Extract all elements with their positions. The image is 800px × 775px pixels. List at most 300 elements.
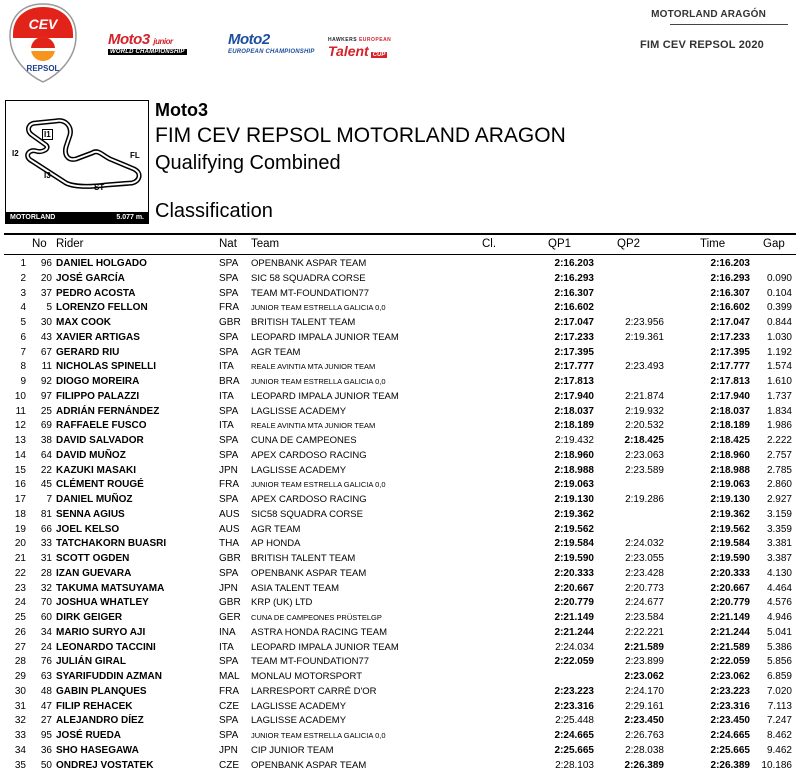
- row-number: 22: [40, 464, 52, 476]
- row-team: CUNA DE CAMPEONES: [251, 435, 357, 446]
- col-qp1: QP1: [548, 238, 572, 250]
- table-row: [0, 567, 800, 582]
- row-team: REALE AVINTIA MTA JUNIOR TEAM: [251, 362, 376, 372]
- row-number: 7: [46, 494, 52, 505]
- table-row: [0, 272, 800, 287]
- row-position: 14: [14, 449, 26, 461]
- row-position: 2: [20, 272, 26, 284]
- table-row: [0, 552, 800, 567]
- row-nat: GBR: [219, 553, 241, 564]
- row-number: 64: [40, 449, 52, 461]
- row-number: 48: [40, 685, 52, 697]
- row-qp1: 2:20.667: [554, 582, 594, 594]
- row-qp2: 2:18.425: [624, 435, 664, 446]
- row-rider: ONDREJ VOSTATEK: [56, 759, 154, 771]
- table-header: [0, 236, 800, 254]
- row-rider: GERARD RIU: [56, 346, 120, 358]
- row-gap: 10.186: [761, 759, 792, 771]
- row-position: 24: [14, 597, 26, 609]
- row-gap: 7.113: [767, 700, 792, 712]
- badge-text: CEV: [28, 16, 58, 32]
- row-number: 30: [40, 317, 52, 328]
- row-qp1: 2:19.562: [554, 523, 594, 535]
- row-rider: DIRK GEIGER: [56, 612, 123, 623]
- row-team: CUNA DE CAMPEONES PRÜSTELGP: [251, 613, 382, 622]
- row-rider: JOSÉ GARCÍA: [56, 272, 125, 284]
- row-time: 2:17.777: [710, 361, 750, 373]
- row-team: REALE AVINTIA MTA JUNIOR TEAM: [251, 421, 376, 431]
- table-row: [0, 596, 800, 611]
- row-qp2: 2:19.286: [625, 494, 664, 505]
- row-position: 35: [14, 759, 26, 771]
- row-time: 2:17.047: [710, 317, 750, 328]
- row-qp1: 2:17.940: [554, 390, 594, 402]
- row-nat: SPA: [219, 656, 239, 668]
- row-rider: DANIEL HOLGADO: [56, 258, 147, 269]
- row-position: 17: [14, 494, 26, 505]
- row-qp1: 2:21.149: [554, 612, 594, 623]
- row-gap: 1.986: [766, 420, 792, 432]
- table-row: [0, 508, 800, 523]
- row-time: 2:18.425: [710, 435, 750, 446]
- table-top-rule: [4, 233, 796, 235]
- classification-title: Classification: [155, 200, 273, 222]
- row-nat: SPA: [219, 435, 239, 446]
- row-nat: SPA: [219, 567, 239, 579]
- row-rider: DAVID MUÑOZ: [56, 449, 126, 461]
- row-gap: 1.737: [766, 390, 792, 402]
- row-qp1: 2:19.432: [555, 435, 594, 446]
- circuit-name: MOTORLAND: [10, 214, 56, 221]
- row-number: 43: [40, 331, 52, 343]
- row-number: 96: [40, 258, 52, 269]
- row-position: 4: [20, 302, 26, 314]
- row-gap: 0.090: [766, 272, 792, 284]
- row-qp2: 2:23.055: [625, 553, 664, 564]
- talent-logo-text: Talent: [328, 43, 369, 59]
- row-position: 28: [14, 656, 26, 668]
- row-time: 2:20.779: [710, 597, 750, 609]
- circuit-length: 5.077 m.: [116, 214, 144, 221]
- row-number: 20: [40, 272, 52, 284]
- row-team: LEOPARD IMPALA JUNIOR TEAM: [251, 331, 399, 343]
- classification-table: [0, 257, 800, 773]
- row-qp1: 2:16.293: [554, 272, 594, 284]
- row-position: 16: [14, 479, 26, 491]
- row-gap: 3.387: [766, 553, 792, 564]
- row-rider: SCOTT OGDEN: [56, 553, 130, 564]
- row-position: 20: [14, 538, 26, 550]
- row-nat: AUS: [219, 508, 240, 520]
- row-nat: JPN: [219, 464, 238, 476]
- row-rider: FILIP REHACEK: [56, 700, 133, 712]
- row-rider: PEDRO ACOSTA: [56, 287, 136, 299]
- row-gap: 0.104: [766, 287, 792, 299]
- row-time: 2:17.395: [710, 346, 750, 358]
- row-qp2: 2:28.038: [625, 744, 664, 756]
- row-rider: SHO HASEGAWA: [56, 744, 139, 756]
- row-nat: SPA: [219, 346, 239, 358]
- row-nat: SPA: [219, 287, 239, 299]
- row-time: 2:23.316: [710, 700, 750, 712]
- row-number: 97: [40, 390, 52, 402]
- row-gap: 2.927: [766, 494, 792, 505]
- row-number: 33: [40, 538, 52, 550]
- table-row: [0, 611, 800, 626]
- row-qp1: 2:21.244: [554, 626, 594, 638]
- row-time: 2:19.362: [710, 508, 750, 520]
- row-position: 26: [14, 626, 26, 638]
- row-time: 2:21.244: [710, 626, 750, 638]
- row-team: LAGLISSE ACADEMY: [251, 405, 347, 417]
- row-gap: 7.020: [766, 685, 792, 697]
- row-rider: SYARIFUDDIN AZMAN: [56, 671, 162, 682]
- class-title: Moto3: [155, 100, 208, 120]
- row-team: APEX CARDOSO RACING: [251, 494, 367, 505]
- row-time: 2:18.960: [710, 449, 750, 461]
- row-position: 25: [14, 612, 26, 623]
- row-position: 12: [14, 420, 26, 432]
- row-nat: SPA: [219, 449, 239, 461]
- row-nat: FRA: [219, 685, 239, 697]
- table-row: [0, 405, 800, 420]
- row-rider: FILIPPO PALAZZI: [56, 390, 140, 402]
- row-qp1: 2:18.037: [554, 405, 594, 417]
- table-row: [0, 316, 800, 331]
- table-row: [0, 449, 800, 464]
- row-team: AP HONDA: [251, 538, 301, 550]
- row-rider: TATCHAKORN BUASRI: [56, 538, 167, 550]
- sector-label-fl: FL: [130, 151, 140, 160]
- row-qp2: 2:23.450: [624, 715, 664, 727]
- talent-top: HAWKERS: [328, 37, 358, 43]
- row-team: LARRESPORT CARRÉ D'OR: [251, 685, 377, 697]
- row-gap: 1.610: [766, 376, 792, 387]
- row-rider: JOEL KELSO: [56, 523, 120, 535]
- row-nat: GER: [219, 612, 241, 623]
- row-team: OPENBANK ASPAR TEAM: [251, 567, 367, 579]
- header-divider: [670, 24, 788, 25]
- row-time: 2:18.037: [710, 405, 750, 417]
- row-gap: 9.462: [766, 744, 792, 756]
- row-time: 2:23.223: [710, 685, 750, 697]
- row-number: 34: [40, 626, 52, 638]
- row-rider: GABIN PLANQUES: [56, 685, 147, 697]
- row-nat: JPN: [219, 744, 238, 756]
- row-qp1: 2:17.777: [554, 361, 594, 373]
- row-nat: SPA: [219, 494, 239, 505]
- row-qp1: 2:17.047: [554, 317, 594, 328]
- sector-label-i2: I2: [12, 149, 19, 158]
- row-nat: SPA: [219, 715, 239, 727]
- row-qp1: 2:23.316: [554, 700, 594, 712]
- row-nat: AUS: [219, 523, 240, 535]
- table-row: [0, 257, 800, 272]
- row-gap: 7.247: [766, 715, 792, 727]
- row-qp1: 2:19.590: [554, 553, 594, 564]
- row-number: 69: [40, 420, 52, 432]
- row-time: 2:16.307: [710, 287, 750, 299]
- row-position: 8: [20, 361, 26, 373]
- row-qp2: 2:24.032: [625, 538, 664, 550]
- row-gap: 1.192: [766, 346, 792, 358]
- row-team: BRITISH TALENT TEAM: [251, 553, 356, 564]
- row-qp2: 2:20.773: [625, 582, 664, 594]
- row-qp2: 2:19.932: [625, 405, 664, 417]
- row-qp1: 2:18.189: [554, 420, 594, 432]
- row-gap: 5.386: [766, 641, 792, 653]
- row-gap: 8.462: [766, 730, 792, 741]
- row-nat: THA: [219, 538, 239, 550]
- row-team: LAGLISSE ACADEMY: [251, 464, 347, 476]
- row-qp2: 2:26.763: [625, 730, 664, 741]
- col-no: No: [32, 238, 47, 250]
- table-row: [0, 582, 800, 597]
- row-nat: CZE: [219, 700, 239, 712]
- table-row: [0, 685, 800, 700]
- row-qp2: 2:26.389: [624, 759, 664, 771]
- row-qp1: 2:25.665: [554, 744, 594, 756]
- row-qp1: 2:16.602: [554, 302, 594, 314]
- row-number: 45: [40, 479, 52, 491]
- row-nat: ITA: [219, 641, 234, 653]
- row-qp2: 2:24.677: [625, 597, 664, 609]
- row-position: 30: [14, 685, 26, 697]
- table-row: [0, 419, 800, 434]
- row-qp1: 2:19.063: [554, 479, 594, 491]
- col-team: Team: [251, 238, 280, 250]
- table-row: [0, 464, 800, 479]
- col-cl: Cl.: [482, 238, 497, 250]
- row-team: JUNIOR TEAM ESTRELLA GALICIA 0,0: [251, 303, 386, 313]
- row-team: ASIA TALENT TEAM: [251, 582, 339, 594]
- row-qp2: 2:23.428: [625, 567, 664, 579]
- row-gap: 3.159: [766, 508, 792, 520]
- row-team: LEOPARD IMPALA JUNIOR TEAM: [251, 390, 399, 402]
- moto2-logo-caption: EUROPEAN CHAMPIONSHIP: [228, 49, 315, 55]
- moto3-junior-logo: [108, 31, 187, 55]
- event-title: FIM CEV REPSOL MOTORLAND ARAGON: [155, 124, 566, 147]
- row-qp2: 2:22.221: [625, 626, 664, 638]
- row-position: 10: [14, 390, 26, 402]
- row-number: 37: [40, 287, 52, 299]
- col-nat: Nat: [219, 238, 237, 250]
- talent-cup: CUP: [372, 52, 386, 58]
- row-time: 2:19.590: [710, 553, 750, 564]
- row-nat: BRA: [219, 376, 240, 387]
- row-team: SIC58 SQUADRA CORSE: [251, 508, 363, 520]
- row-qp2: 2:29.161: [625, 700, 664, 712]
- table-row: [0, 523, 800, 538]
- row-number: 81: [40, 508, 52, 520]
- row-nat: FRA: [219, 479, 239, 491]
- row-qp1: 2:16.203: [554, 258, 594, 269]
- row-number: 76: [40, 656, 52, 668]
- row-nat: SPA: [219, 331, 239, 343]
- row-position: 9: [20, 376, 26, 387]
- row-nat: ITA: [219, 390, 234, 402]
- table-row: [0, 641, 800, 656]
- row-rider: ALEJANDRO DÍEZ: [56, 715, 144, 727]
- row-gap: 3.359: [766, 523, 792, 535]
- row-team: TEAM MT-FOUNDATION77: [251, 287, 370, 299]
- row-time: 2:26.389: [710, 759, 750, 771]
- table-header-rule: [4, 254, 796, 255]
- row-qp1: 2:19.584: [554, 538, 594, 550]
- row-rider: LORENZO FELLON: [56, 302, 148, 314]
- row-nat: SPA: [219, 272, 239, 284]
- row-number: 28: [40, 567, 52, 579]
- row-time: 2:19.063: [710, 479, 750, 491]
- row-rider: DANIEL MUÑOZ: [56, 494, 133, 505]
- row-number: 11: [41, 361, 52, 373]
- row-qp2: 2:23.493: [625, 361, 664, 373]
- row-rider: DAVID SALVADOR: [56, 435, 144, 446]
- row-time: 2:20.667: [710, 582, 750, 594]
- row-time: 2:18.189: [710, 420, 750, 432]
- row-gap: 2.785: [766, 464, 792, 476]
- row-rider: JOSHUA WHATLEY: [56, 597, 149, 609]
- row-qp1: 2:22.059: [554, 656, 594, 668]
- table-row: [0, 375, 800, 390]
- row-number: 66: [40, 523, 52, 535]
- row-team: JUNIOR TEAM ESTRELLA GALICIA 0,0: [251, 731, 386, 740]
- row-team: OPENBANK ASPAR TEAM: [251, 258, 367, 269]
- badge-brand: REPSOL: [26, 64, 60, 73]
- row-rider: IZAN GUEVARA: [56, 567, 132, 579]
- row-gap: 2.860: [766, 479, 792, 491]
- cev-repsol-badge: [8, 2, 78, 84]
- row-qp2: 2:21.874: [625, 390, 664, 402]
- sector-label-i1: I1: [44, 130, 51, 139]
- row-time: 2:16.602: [710, 302, 750, 314]
- row-nat: SPA: [219, 258, 239, 269]
- row-team: LAGLISSE ACADEMY: [251, 715, 347, 727]
- row-gap: 1.574: [766, 361, 792, 373]
- row-position: 22: [14, 567, 26, 579]
- row-position: 11: [15, 405, 26, 417]
- row-team: SIC 58 SQUADRA CORSE: [251, 272, 366, 284]
- row-gap: 4.576: [766, 597, 792, 609]
- row-nat: SPA: [219, 730, 239, 741]
- circuit-info-bar: [6, 212, 148, 223]
- row-position: 7: [20, 346, 26, 358]
- moto3-logo-text: Moto3: [108, 31, 150, 48]
- row-qp1: 2:17.813: [554, 376, 594, 387]
- row-number: 92: [40, 376, 52, 387]
- session-title: Qualifying Combined: [155, 152, 341, 174]
- row-number: 38: [40, 435, 52, 446]
- row-team: MONLAU MOTORSPORT: [251, 671, 363, 682]
- row-position: 6: [20, 331, 26, 343]
- row-qp1: 2:20.333: [554, 567, 594, 579]
- row-gap: 5.856: [766, 656, 792, 668]
- row-rider: SENNA AGIUS: [56, 508, 125, 520]
- championship-title: FIM CEV REPSOL 2020: [639, 39, 764, 51]
- table-row: [0, 700, 800, 715]
- row-rider: MARIO SURYO AJI: [56, 626, 146, 638]
- row-number: 50: [40, 759, 52, 771]
- row-rider: TAKUMA MATSUYAMA: [56, 582, 165, 594]
- row-qp2: 2:24.170: [625, 685, 664, 697]
- row-time: 2:23.450: [710, 715, 750, 727]
- row-qp1: 2:19.362: [554, 508, 594, 520]
- row-qp2: 2:23.063: [625, 449, 664, 461]
- row-time: 2:21.589: [710, 641, 750, 653]
- row-team: ASTRA HONDA RACING TEAM: [251, 626, 388, 638]
- row-number: 95: [40, 730, 52, 741]
- row-team: LEOPARD IMPALA JUNIOR TEAM: [251, 641, 399, 653]
- table-row: [0, 729, 800, 744]
- row-time: 2:17.813: [710, 376, 750, 387]
- row-qp1: 2:24.665: [554, 730, 594, 741]
- row-position: 29: [14, 671, 26, 682]
- track-outline: [6, 101, 148, 211]
- row-position: 13: [14, 435, 26, 446]
- table-row: [0, 670, 800, 685]
- row-position: 27: [14, 641, 26, 653]
- row-nat: ITA: [219, 361, 234, 373]
- table-row: [0, 331, 800, 346]
- row-position: 33: [14, 730, 26, 741]
- row-time: 2:21.149: [710, 612, 750, 623]
- row-gap: 2.757: [766, 449, 792, 461]
- moto3-logo-sub: junior: [153, 37, 173, 46]
- row-position: 15: [14, 464, 26, 476]
- row-number: 63: [40, 671, 52, 682]
- row-time: 2:24.665: [710, 730, 750, 741]
- row-nat: GBR: [219, 317, 241, 328]
- row-number: 31: [40, 553, 52, 564]
- moto3-logo-caption: WORLD CHAMPIONSHIP: [110, 49, 185, 55]
- row-number: 24: [40, 641, 52, 653]
- circuit-map: [5, 100, 149, 224]
- row-qp2: 2:23.584: [625, 612, 664, 623]
- col-qp2: QP2: [617, 238, 641, 250]
- row-time: 2:25.665: [710, 744, 750, 756]
- row-gap: 4.130: [766, 567, 792, 579]
- row-time: 2:17.233: [710, 331, 750, 343]
- row-team: JUNIOR TEAM ESTRELLA GALICIA 0,0: [251, 480, 386, 490]
- row-nat: SPA: [219, 405, 239, 417]
- table-row: [0, 626, 800, 641]
- table-row: [0, 478, 800, 493]
- table-row: [0, 360, 800, 375]
- row-qp1: 2:19.130: [554, 494, 594, 505]
- row-gap: 3.381: [766, 538, 792, 550]
- row-gap: 0.844: [766, 317, 792, 328]
- row-gap: 4.464: [766, 582, 792, 594]
- row-number: 25: [40, 405, 52, 417]
- row-team: APEX CARDOSO RACING: [251, 449, 367, 461]
- row-team: JUNIOR TEAM ESTRELLA GALICIA 0,0: [251, 377, 386, 386]
- row-position: 3: [20, 287, 26, 299]
- row-time: 2:19.562: [710, 523, 750, 535]
- col-rider: Rider: [56, 238, 84, 250]
- table-row: [0, 744, 800, 759]
- table-row: [0, 493, 800, 508]
- row-qp2: 2:20.532: [625, 420, 664, 432]
- row-rider: ADRIÁN FERNÁNDEZ: [56, 405, 160, 417]
- row-nat: JPN: [219, 582, 238, 594]
- row-team: CIP JUNIOR TEAM: [251, 744, 334, 756]
- row-qp2: 2:23.956: [625, 317, 664, 328]
- col-time: Time: [700, 238, 726, 250]
- row-time: 2:17.940: [710, 390, 750, 402]
- row-team: BRITISH TALENT TEAM: [251, 317, 356, 328]
- row-rider: RAFFAELE FUSCO: [56, 420, 147, 432]
- row-position: 18: [14, 508, 26, 520]
